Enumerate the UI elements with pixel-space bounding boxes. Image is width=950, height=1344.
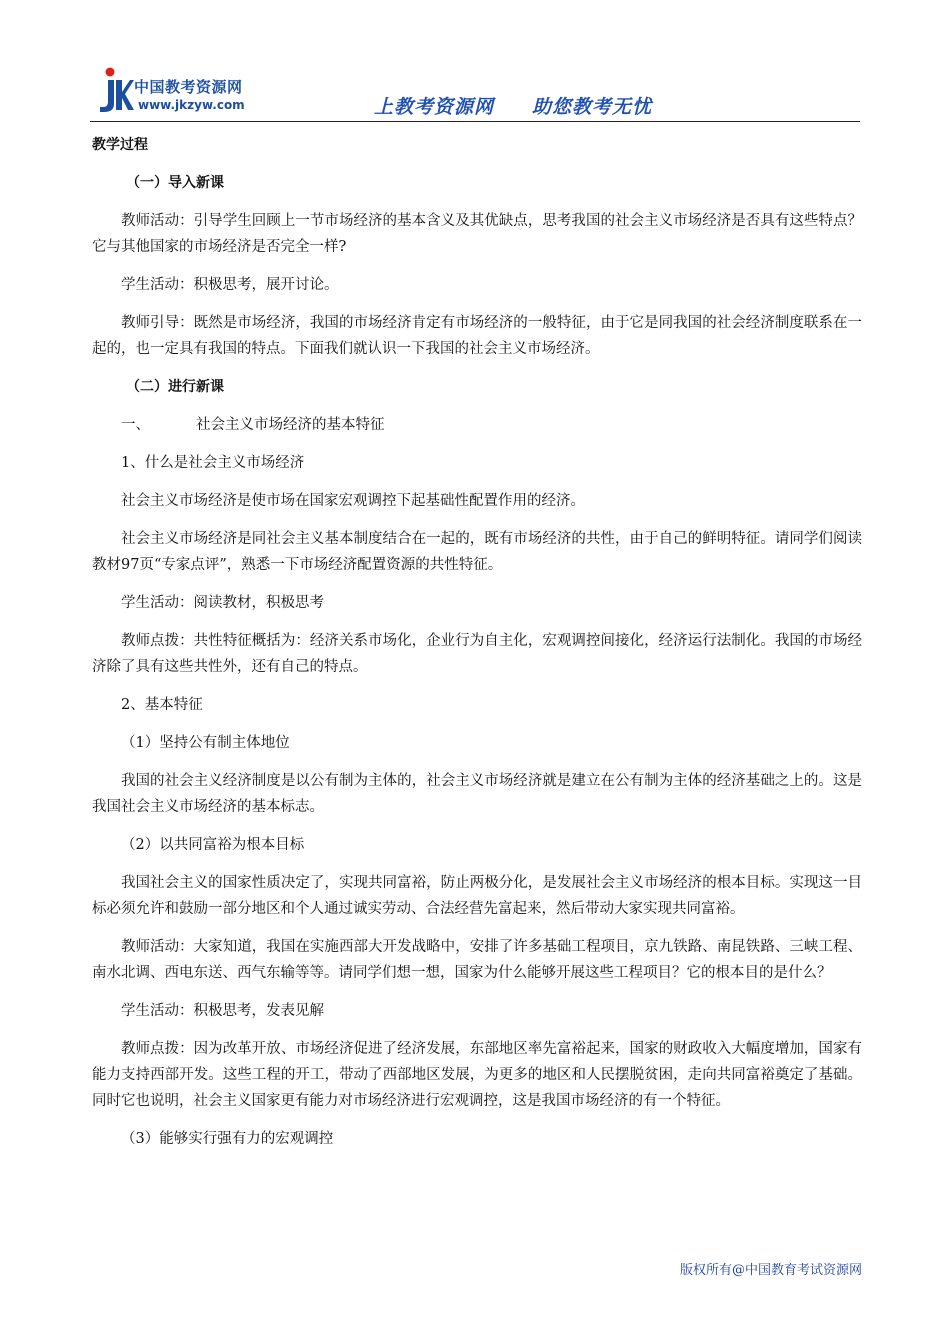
subsection-heading: [92, 412, 862, 438]
paragraph: 教师点拨：因为改革开放、市场经济促进了经济发展，东部地区率先富裕起来，国家的财政收入大幅度增加，国家有能力支持西部开发。这些工程的开工，带动了西部地区发展，为更多的地区和人民摆脱贫困，走向共同富裕奠定了基础。同时它也说明，社会主义国家更有能力对市场经济进行宏观调控，这是我国市场经济的有一个特征。: [92, 1041, 862, 1109]
paragraph: 社会主义市场经济是使市场在国家宏观调控下起基础性配置作用的经济。: [121, 493, 585, 509]
header-slogan: [374, 92, 652, 119]
brand-url[interactable]: www.jkzyw.com: [138, 98, 245, 112]
slogan-right: 助您教考无忧: [532, 96, 653, 118]
paragraph: 社会主义市场经济是同社会主义基本制度结合在一起的，既有市场经济的共性，由于自己的鲜明特征。请同学们阅读教材97页“专家点评”，熟悉一下市场经济配置资源的共性特征。: [92, 531, 862, 573]
slogan-left: 上教考资源网: [374, 96, 495, 118]
subsection-title: 社会主义市场经济的基本特征: [196, 417, 385, 433]
brand-name: 中国教考资源网: [134, 78, 243, 96]
paragraph: 教师活动：大家知道，我国在实施西部大开发战略中，安排了许多基础工程项目，京九铁路、南昆铁路、三峡工程、南水北调、西电东送、西气东输等等。请同学们想一想，国家为什么能够开展这些工程项目？它的根本目的是什么？: [92, 939, 862, 981]
paragraph: 教师活动：引导学生回顾上一节市场经济的基本含义及其优缺点，思考我国的社会主义市场经济是否具有这些特点？它与其他国家的市场经济是否完全一样?: [92, 213, 862, 255]
section-heading-new-lesson: （二）进行新课: [126, 379, 224, 395]
page-header: [90, 62, 862, 122]
paragraph: 学生活动：积极思考，发表见解: [121, 1003, 324, 1019]
paragraph: 学生活动：阅读教材，积极思考: [121, 595, 324, 611]
paragraph: 我国的社会主义经济制度是以公有制为主体的，社会主义市场经济就是建立在公有制为主体的经济基础之上的。这是我国社会主义市场经济的基本标志。: [92, 773, 862, 815]
feature-heading: （3）能够实行强有力的宏观调控: [121, 1131, 334, 1147]
feature-heading: （1）坚持公有制主体地位: [121, 735, 290, 751]
document-body: [92, 130, 862, 1152]
footer-copyright: 版权所有@中国教育考试资源网: [679, 1263, 862, 1278]
subsection-number: 一、: [121, 417, 150, 433]
paragraph: 学生活动：积极思考，展开讨论。: [121, 277, 339, 293]
feature-heading: （2）以共同富裕为根本目标: [121, 837, 305, 853]
item-heading: 1、什么是社会主义市场经济: [121, 455, 305, 471]
item-heading: 2、基本特征: [121, 697, 203, 713]
paragraph: 教师点拨：共性特征概括为：经济关系市场化，企业行为自主化，宏观调控间接化，经济运行法制化。我国的市场经济除了具有这些共性外，还有自己的特点。: [92, 633, 862, 675]
section-heading-intro: （一）导入新课: [126, 175, 224, 191]
page-title: 教学过程: [92, 137, 148, 153]
paragraph: 我国社会主义的国家性质决定了，实现共同富裕，防止两极分化，是发展社会主义市场经济的根本目标。实现这一目标必须允许和鼓励一部分地区和个人通过诚实劳动、合法经营先富起来，然后带动大家实现共同富裕。: [92, 875, 862, 917]
jk-logo-icon: [94, 66, 134, 116]
header-divider: [90, 121, 860, 122]
paragraph: 教师引导：既然是市场经济，我国的市场经济肯定有市场经济的一般特征，由于它是同我国的社会经济制度联系在一起的，也一定具有我国的特点。下面我们就认识一下我国的社会主义市场经济。: [92, 315, 862, 357]
